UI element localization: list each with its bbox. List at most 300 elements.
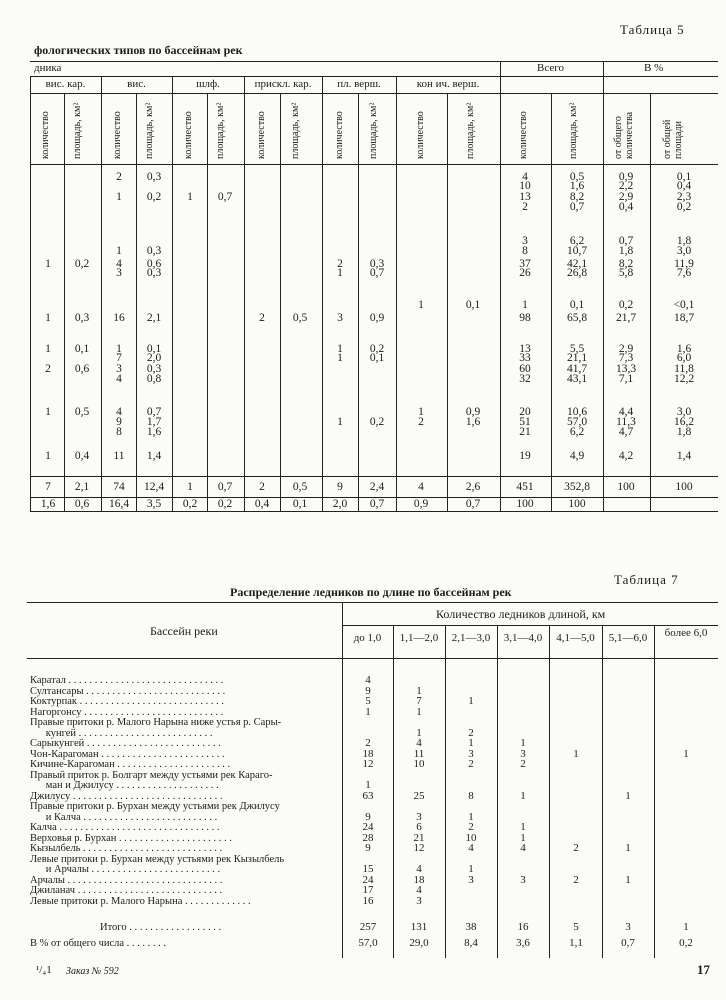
t5-cell: 21,1	[566, 352, 588, 364]
t5-cell: 7,1	[618, 373, 634, 385]
t5-cell: 0,2	[369, 343, 385, 355]
t5-sub-pct-count: от общего количества	[613, 111, 635, 159]
t5-cell: 26	[519, 267, 531, 279]
t7-length-header: 4,1—5,0	[556, 632, 595, 644]
t5-cell: 0,9	[369, 312, 385, 324]
t5-cell: 18,7	[673, 312, 695, 324]
t5-cell: 1,6	[569, 180, 585, 192]
t7-cell: 1	[625, 873, 631, 886]
t5-cell: 13	[519, 343, 531, 355]
t7-basin-header: Бассейн реки	[150, 624, 218, 638]
t5-pct-cell: 0,1	[292, 498, 308, 510]
t5-pct-cell: 0,2	[182, 498, 198, 510]
table5-label: Таблица 5	[620, 22, 685, 37]
t5-cell: 2	[337, 258, 343, 270]
t5-pct-cell: 100	[516, 498, 534, 510]
t5-cell: 10,7	[566, 245, 588, 257]
t5-cell: 0,7	[569, 201, 585, 213]
t5-cell: 11,3	[616, 416, 636, 428]
t7-pct-cell: 57,0	[358, 937, 378, 949]
t5-cell: 1	[116, 191, 122, 203]
t5-cell: 11,9	[674, 258, 694, 270]
t5-cell: 2,9	[618, 191, 634, 203]
t5-sub-area: площадь, км²	[72, 102, 83, 159]
t7-cell: 4	[365, 674, 371, 686]
t5-cell: 1	[45, 343, 51, 355]
t7-basin-name: Правые притоки р. Малого Нарына ниже устья р. Сары-	[30, 717, 282, 728]
t5-total-cell: 1	[187, 481, 193, 493]
t5-cell: 0,7	[369, 267, 385, 279]
t5-cell: 2,1	[146, 312, 162, 324]
t5-cell: 1	[337, 416, 343, 428]
t7-cell: 1	[416, 726, 422, 739]
t5-cell: 5,8	[618, 267, 634, 279]
t5-cell: 5,5	[569, 343, 585, 355]
t5-cell: 13	[519, 191, 531, 203]
t7-basin-name: и Арчалы . . . . . . . . . . . . . . . . . . . . . . . . .	[30, 864, 221, 875]
t7-cell: 3	[520, 747, 526, 760]
t5-cell: 0,1	[676, 171, 692, 183]
t7-cell: 9	[365, 684, 371, 697]
table5-title: фологических типов по бассейнам рек	[34, 43, 243, 57]
t5-cell: 0,2	[146, 191, 162, 203]
t5-cell: 7,3	[618, 352, 634, 364]
t7-cell: 28	[362, 831, 374, 844]
t5-sub-count: количество	[183, 111, 194, 159]
t5-cell: 1,6	[465, 416, 481, 428]
t5-cell: 0,5	[569, 171, 585, 183]
t5-cell: 2	[259, 312, 265, 324]
t5-cell: 33	[519, 352, 531, 364]
t7-cell: 10	[465, 831, 477, 844]
t5-cell: 8	[522, 245, 528, 257]
t5-cell: 0,2	[676, 201, 692, 213]
t5-total-cell: 0,7	[217, 481, 233, 493]
t5-cell: 37	[519, 258, 531, 270]
t7-basin-name: Джилусу . . . . . . . . . . . . . . . . . . . . . . . . . . . . .	[30, 790, 223, 802]
t7-total-cell: 131	[410, 921, 428, 933]
t5-cell: 19	[519, 450, 531, 462]
t7-cell: 1	[625, 842, 631, 854]
t7-cell: 10	[413, 758, 425, 770]
t5-cell: 3	[337, 312, 343, 324]
t5-cell: 0,1	[569, 299, 585, 311]
t7-pct-cell: 0,2	[679, 937, 693, 949]
t5-total-cell: 100	[617, 481, 635, 493]
t5-cell: 3	[116, 363, 122, 375]
t5-cell: 4	[116, 258, 122, 270]
t5-cell: 0,3	[369, 258, 385, 270]
t7-cell: 6	[416, 821, 422, 833]
t5-cell: 0,4	[74, 450, 90, 462]
t7-basin-name: Коктурпак . . . . . . . . . . . . . . . . . . . . . . . . . . . .	[30, 696, 225, 707]
t7-cell: 3	[468, 747, 474, 760]
t7-cell: 11	[413, 747, 425, 760]
t7-pct-cell: 8,4	[464, 937, 478, 949]
t5-cell: 0,7	[146, 406, 162, 418]
t7-cell: 16	[362, 894, 374, 907]
t5-cell: 32	[519, 373, 531, 385]
t5-cell: 0,3	[146, 267, 162, 279]
t5-pct-cell: 1,6	[40, 498, 56, 510]
t5-cell: 16,2	[673, 416, 695, 428]
t7-length-header: 5,1—6,0	[608, 632, 648, 644]
t7-cell: 63	[362, 789, 374, 802]
t5-cell: 12,2	[673, 373, 695, 385]
t5-cell: 2	[522, 201, 528, 213]
t5-cell: 0,2	[618, 299, 634, 311]
t7-count-header: Количество ледников длиной, км	[436, 607, 606, 621]
t5-cell: 0,8	[146, 373, 162, 385]
t7-cell: 1	[683, 747, 689, 760]
t5-pct-cell: 3,5	[146, 498, 162, 510]
t5-cell: 8,2	[618, 258, 634, 270]
t5-cell: 3,0	[676, 406, 692, 418]
t5-cell: 43,1	[566, 373, 588, 385]
t7-cell: 21	[413, 831, 425, 844]
t5-cell: 0,3	[146, 363, 162, 375]
t5-pct-cell: 0,2	[217, 498, 233, 510]
t5-sub-area: площадь, км²	[144, 102, 155, 159]
t5-cell: 8	[116, 426, 122, 438]
t5-cell: <0,1	[673, 299, 695, 311]
table7-title: Распределение ледников по длине по бассейнам рек	[230, 585, 512, 599]
t5-cell: 9	[116, 416, 122, 428]
t5-cell: 4	[116, 373, 122, 385]
t5-cell: 8,2	[569, 191, 585, 203]
t7-basin-name: кунгей . . . . . . . . . . . . . . . . . . . . . . . . . .	[30, 727, 213, 739]
t7-total-cell: 38	[465, 921, 477, 933]
t5-cell: 4,7	[618, 426, 634, 438]
t5-total-cell: 12,4	[143, 481, 165, 493]
t7-cell: 24	[362, 873, 374, 886]
t5-cell: 10,6	[566, 406, 588, 418]
t5-cell: 4	[116, 406, 122, 418]
t7-basin-name: Джиланач . . . . . . . . . . . . . . . . . . . . . . . . . . . .	[30, 885, 223, 896]
t7-total-cell: 3	[625, 921, 631, 933]
t7-pct-label: В % от общего числа . . . . . . . .	[30, 938, 167, 949]
t5-cell: 1	[45, 450, 51, 462]
t5-cell: 3	[116, 267, 122, 279]
t7-cell: 1	[468, 695, 474, 707]
t5-total-cell: 4	[418, 481, 424, 493]
t7-basin-name: ман и Джилусу . . . . . . . . . . . . . . . . . . . .	[30, 780, 219, 791]
t7-cell: 4	[520, 842, 526, 854]
t5-sub-count: количество	[518, 111, 529, 159]
t5-cell: 0,2	[74, 258, 90, 270]
t7-basin-name: Правые притоки р. Бурхан между устьями рек Джилусу	[30, 801, 280, 812]
t5-sub-count: количество	[112, 111, 123, 159]
t7-cell: 1	[416, 705, 422, 718]
t5-cell: 0,9	[465, 406, 481, 418]
t7-total-cell: 257	[359, 921, 377, 933]
t5-total-header: Всего	[537, 62, 564, 74]
t5-type-header: вис.	[127, 78, 146, 90]
t5-type-header: вис. кар.	[45, 78, 86, 90]
t5-cell: 1,6	[146, 426, 162, 438]
t5-cell: 7	[116, 352, 122, 364]
t5-sub-area: площадь, км²	[568, 102, 579, 159]
t5-total-cell: 2,6	[465, 481, 481, 493]
t7-cell: 8	[468, 789, 474, 802]
t5-cell: 6,2	[569, 235, 585, 247]
t5-cell: 0,9	[618, 171, 634, 183]
t5-cell: 0,2	[369, 416, 385, 428]
t5-cell: 0,5	[74, 406, 90, 418]
t5-cell: 98	[519, 312, 531, 324]
t7-pct-cell: 0,7	[621, 937, 635, 949]
t7-basin-name: Каратал . . . . . . . . . . . . . . . . . . . . . . . . . . . . . .	[30, 675, 224, 686]
t5-total-cell: 7	[45, 481, 51, 493]
t7-cell: 1	[468, 810, 474, 823]
t5-cell: 26,8	[566, 267, 588, 279]
t5-cell: 21	[519, 426, 531, 438]
t5-cell: 0,3	[146, 171, 162, 183]
t7-cell: 5	[365, 695, 371, 707]
t5-cell: 2	[45, 363, 51, 375]
t7-cell: 1	[468, 737, 474, 749]
t5-cell: 60	[519, 363, 531, 375]
t5-pct-header: В %	[644, 62, 664, 74]
t7-cell: 3	[416, 810, 422, 823]
t5-cell: 1	[116, 245, 122, 257]
t5-cell: 1	[337, 267, 343, 279]
t5-pct-cell: 16,4	[108, 498, 130, 510]
t5-type-header: пл. верш.	[337, 78, 381, 90]
t5-cell: 6,0	[676, 352, 692, 364]
t5-pct-cell: 0,4	[254, 498, 270, 510]
t7-cell: 1	[365, 705, 371, 718]
t5-sub-count: количество	[40, 111, 51, 159]
t5-cell: 0,1	[74, 343, 90, 355]
t5-cell: 65,8	[566, 312, 588, 324]
t5-cell: 1	[45, 258, 51, 270]
t5-cell: 41,7	[566, 363, 588, 375]
t5-cell: 4,9	[569, 450, 585, 462]
t7-cell: 1	[468, 863, 474, 875]
t5-pct-cell: 0,7	[369, 498, 385, 510]
t7-cell: 18	[413, 873, 425, 886]
t7-basin-name: и Калча . . . . . . . . . . . . . . . . . . . . . . . . . .	[30, 811, 218, 823]
t5-type-header: прискл. кар.	[254, 78, 312, 90]
t5-cell: 2	[418, 416, 424, 428]
t7-cell: 4	[416, 863, 422, 875]
t5-total-cell: 451	[516, 481, 534, 493]
t5-cell: 51	[519, 416, 531, 428]
t5-cell: 0,5	[292, 312, 308, 324]
t7-pct-cell: 3,6	[516, 937, 530, 949]
t7-total-cell: 5	[573, 921, 579, 933]
t7-cell: 25	[413, 789, 425, 802]
t7-basin-name: Сарыкунгей . . . . . . . . . . . . . . . . . . . . . . . . . .	[30, 738, 221, 749]
t7-cell: 7	[416, 695, 422, 707]
t5-cell: 1,8	[676, 235, 692, 247]
t7-cell: 1	[625, 789, 631, 802]
t7-cell: 2	[573, 842, 579, 854]
t5-cell: 1	[45, 406, 51, 418]
t5-sub-count: количество	[256, 111, 267, 159]
t7-basin-name: Калча . . . . . . . . . . . . . . . . . . . . . . . . . . . . . . .	[30, 822, 220, 833]
t7-cell: 2	[468, 726, 474, 739]
t5-cell: 1	[522, 299, 528, 311]
t5-cell: 1	[337, 343, 343, 355]
t5-total-cell: 9	[337, 481, 343, 493]
t7-cell: 3	[520, 873, 526, 886]
t7-cell: 17	[362, 884, 374, 896]
t7-cell: 18	[362, 747, 374, 760]
t5-cell: 1,8	[676, 426, 692, 438]
t5-cell: 0,1	[465, 299, 481, 311]
t5-cell: 11,8	[674, 363, 694, 375]
t7-basin-name: Нагоргонсу . . . . . . . . . . . . . . . . . . . . . . . . . . .	[30, 706, 224, 718]
t7-basin-name: Кызылбель . . . . . . . . . . . . . . . . . . . . . . . . . . .	[30, 843, 223, 854]
t7-basin-name: Левые притоки р. Бурхан между устьями рек Кызылбель	[30, 853, 285, 865]
t5-cell: 0,4	[676, 180, 692, 192]
t5-cell: 16	[113, 312, 125, 324]
footer-order: Заказ № 592	[66, 966, 119, 977]
t7-basin-name: Султансары . . . . . . . . . . . . . . . . . . . . . . . . . . .	[30, 685, 226, 697]
t5-cell: 1	[116, 343, 122, 355]
t5-pct-cell: 0,6	[74, 498, 90, 510]
t7-cell: 2	[520, 758, 526, 770]
t5-sub-area: площадь, км²	[215, 102, 226, 159]
t7-cell: 1	[520, 737, 526, 749]
t7-cell: 2	[468, 821, 474, 833]
t7-basin-name: Арчалы . . . . . . . . . . . . . . . . . . . . . . . . . . . . . .	[30, 874, 223, 886]
t5-sub-count: количество	[415, 111, 426, 159]
t5-pct-cell: 0,7	[465, 498, 481, 510]
t7-basin-name: Верховья р. Бурхан . . . . . . . . . . . . . . . . . . . . . .	[30, 832, 232, 844]
t5-cell: 0,7	[217, 191, 233, 203]
t7-basin-name: Левые притоки р. Малого Нарына . . . . . . . . . . . . .	[30, 895, 251, 907]
t5-cell: 1	[418, 406, 424, 418]
page-number: 17	[697, 962, 710, 977]
t5-cell: 0,3	[74, 312, 90, 324]
t5-cell: 11	[113, 450, 125, 462]
t5-type-header: кон ич. верш.	[416, 78, 480, 90]
t7-pct-cell: 1,1	[569, 937, 583, 949]
t5-cell: 0,4	[618, 201, 634, 213]
t7-cell: 12	[362, 758, 374, 770]
t5-cell: 0,3	[146, 245, 162, 257]
t5-cell: 2	[116, 171, 122, 183]
t5-cell: 1	[418, 299, 424, 311]
t7-cell: 2	[573, 873, 579, 886]
t7-cell: 9	[365, 810, 371, 823]
t5-total-cell: 2	[259, 481, 265, 493]
t5-cell: 4	[522, 171, 528, 183]
t5-cell: 2,9	[618, 343, 634, 355]
t7-total-cell: 16	[517, 921, 529, 933]
t7-cell: 2	[365, 737, 371, 749]
t7-cell: 1	[520, 821, 526, 833]
t5-cell: 2,0	[146, 352, 162, 364]
t5-cell: 4,4	[618, 406, 634, 418]
t7-length-header: до 1,0	[353, 632, 382, 644]
t7-cell: 3	[416, 894, 422, 907]
t5-group-header: дника	[34, 62, 62, 74]
t7-total-label: Итого . . . . . . . . . . . . . . . . . .	[100, 922, 222, 933]
t5-cell: 1	[337, 352, 343, 364]
t5-sub-pct-area: от общей площади	[662, 119, 684, 159]
footer-fraction: ¹/₄1	[36, 964, 52, 976]
t5-cell: 1,7	[146, 416, 162, 428]
t5-total-cell: 0,5	[292, 481, 308, 493]
t5-cell: 0,1	[146, 343, 162, 355]
t7-basin-name: Кичине-Карагоман . . . . . . . . . . . . . . . . . . . . . .	[30, 759, 231, 770]
t7-cell: 1	[573, 747, 579, 760]
t7-pct-cell: 29,0	[409, 937, 429, 949]
t7-cell: 1	[520, 831, 526, 844]
t5-cell: 1,4	[146, 450, 162, 462]
t5-sub-area: площадь, км²	[465, 102, 476, 159]
t5-cell: 6,2	[569, 426, 585, 438]
t7-cell: 4	[468, 842, 474, 854]
t7-cell: 4	[416, 884, 422, 896]
t7-cell: 24	[362, 821, 374, 833]
t5-cell: 1,8	[618, 245, 634, 257]
t5-cell: 57,0	[566, 416, 588, 428]
t5-total-cell: 352,8	[564, 481, 590, 493]
t5-cell: 1	[187, 191, 193, 203]
t5-sub-count: количество	[334, 111, 345, 159]
t5-cell: 1,4	[676, 450, 692, 462]
t7-cell: 15	[362, 863, 374, 875]
t5-cell: 2,2	[618, 180, 634, 192]
t5-sub-area: площадь, км²	[290, 102, 301, 159]
t7-cell: 9	[365, 842, 371, 854]
t5-cell: 21,7	[615, 312, 637, 324]
t5-cell: 20	[519, 406, 531, 418]
t7-cell: 1	[416, 684, 422, 697]
table7-label: Таблица 7	[614, 572, 679, 587]
t5-pct-cell: 100	[568, 498, 586, 510]
t5-cell: 0,6	[146, 258, 162, 270]
t7-cell: 2	[468, 758, 474, 770]
t7-cell: 12	[413, 842, 425, 854]
t5-total-cell: 100	[675, 481, 693, 493]
t5-cell: 3,0	[676, 245, 692, 257]
t7-basin-name: Чон-Карагоман . . . . . . . . . . . . . . . . . . . . . . . .	[30, 748, 225, 760]
t5-cell: 1	[45, 312, 51, 324]
t7-cell: 3	[468, 873, 474, 886]
t5-cell: 3	[522, 235, 528, 247]
t7-cell: 4	[416, 737, 422, 749]
t7-length-header: 2,1—3,0	[451, 632, 491, 644]
t7-length-header: 3,1—4,0	[503, 632, 543, 644]
t5-cell: 42,1	[566, 258, 588, 270]
t5-cell: 7,6	[676, 267, 692, 279]
t5-total-cell: 2,4	[369, 481, 385, 493]
t5-total-cell: 74	[113, 481, 125, 493]
t7-total-cell: 1	[683, 921, 689, 933]
t5-pct-cell: 2,0	[332, 498, 348, 510]
t5-cell: 0,1	[369, 352, 385, 364]
t7-length-header: 1,1—2,0	[399, 632, 439, 644]
t5-total-cell: 2,1	[74, 481, 90, 493]
t5-pct-cell: 0,9	[413, 498, 429, 510]
t5-cell: 4,2	[618, 450, 634, 462]
t5-cell: 2,3	[676, 191, 692, 203]
t7-basin-name: Правый приток р. Болгарт между устьями рек Караго-	[30, 769, 273, 781]
t5-cell: 0,6	[74, 363, 90, 375]
t5-cell: 10	[519, 180, 531, 192]
t5-cell: 1,6	[676, 343, 692, 355]
t5-sub-area: площадь, км²	[368, 102, 379, 159]
t7-cell: 1	[365, 779, 371, 791]
t5-cell: 0,7	[618, 235, 634, 247]
t7-cell: 1	[520, 789, 526, 802]
